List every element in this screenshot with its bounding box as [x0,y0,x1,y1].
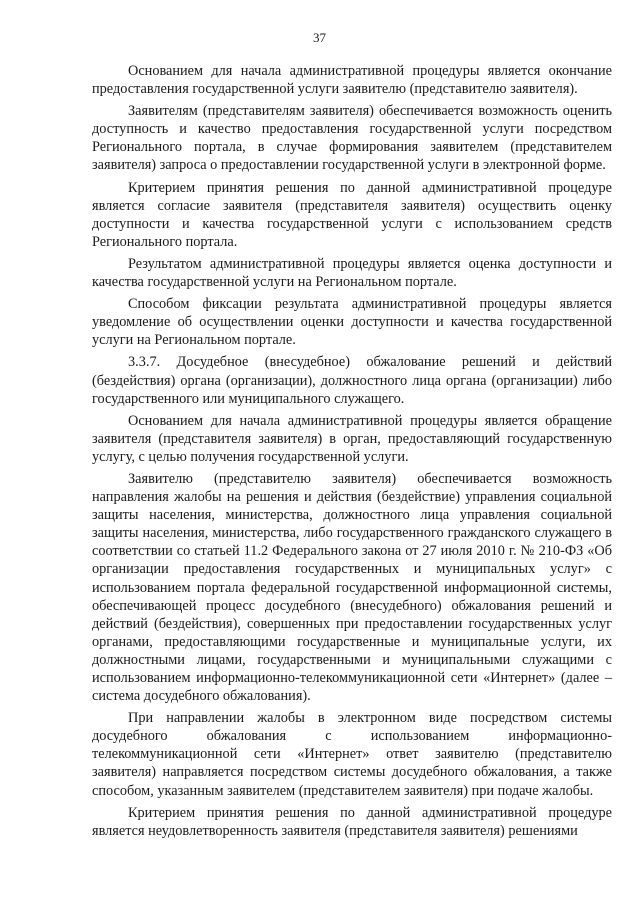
paragraph-4: Результатом административной процедуры является оценка доступности и качества государственной услуги на Региональном портале. [92,255,612,291]
paragraph-1: Основанием для начала административной процедуры является окончание предоставления государственной услуги заявителю (представителю заявителя). [92,63,612,98]
paragraph-5: Способом фиксации результата административной процедуры является уведомление об осуществлении оценки доступности и качества государственной услуги на Региональном портале. [92,296,612,349]
page-number: 37 [313,30,326,45]
paragraph-9: При направлении жалобы в электронном виде посредством системы досудебного обжалования с использованием информационно-телекоммуникационной сети «Интернет» ответ заявителю (представителю заявителя) направляется посредством системы досудебного обжалования, а также способом, указанным заявителем (представителем заявителя) при подаче жалобы. [92,710,612,799]
paragraph-3: Критерием принятия решения по данной административной процедуре является согласие заявителя (представителя заявителя) осуществить оценку доступности и качества государственной услуги с использованием средств Регионального портала. [92,179,612,250]
paragraph-7: Основанием для начала административной процедуры является обращение заявителя (представителя заявителя) в орган, предоставляющий государственную услугу, с целью получения государственной услуги. [92,412,612,465]
paragraph-10: Критерием принятия решения по данной административной процедуре является неудовлетворенность заявителя (представителя заявителя) решениями [92,804,612,839]
document-body [92,62,612,844]
paragraph-8: Заявителю (представителю заявителя) обеспечивается возможность направления жалобы на решения и действия (бездействие) управления социальной защиты населения, министерства, должностного лица управления социальной защиты населения, министерства, либо государственного гражданского служащего в соответствии со статьей 11.2 Федерального закона от 27 июля 2010 г. № 210-ФЗ «Об организации предоставления государственных и муниципальных услуг» с использованием портала федеральной государственной информационной системы, обеспечивающей процесс досудебного (внесудебного) обжалования решений и действий (бездействия), совершенных при предоставлении государственных услуг органами, предоставляющими государственные и муниципальные услуги, их должностными лицами, государственными и муниципальными служащими с использованием информационно-телекоммуникационной сети «Интернет» (далее – система досудебного обжалования). [92,470,612,705]
paragraph-2: Заявителям (представителям заявителя) обеспечивается возможность оценить доступность и качество предоставления государственной услуги посредством Регионального портала, в случае формирования заявителем (представителем заявителя) запроса о предоставлении государственной услуги в электронной форме. [92,103,612,174]
section-heading-3-3-7: 3.3.7. Досудебное (внесудебное) обжалование решений и действий (бездействия) органа (организации), должностного лица органа (организации) либо государственного или муниципального служащего. [92,354,612,407]
